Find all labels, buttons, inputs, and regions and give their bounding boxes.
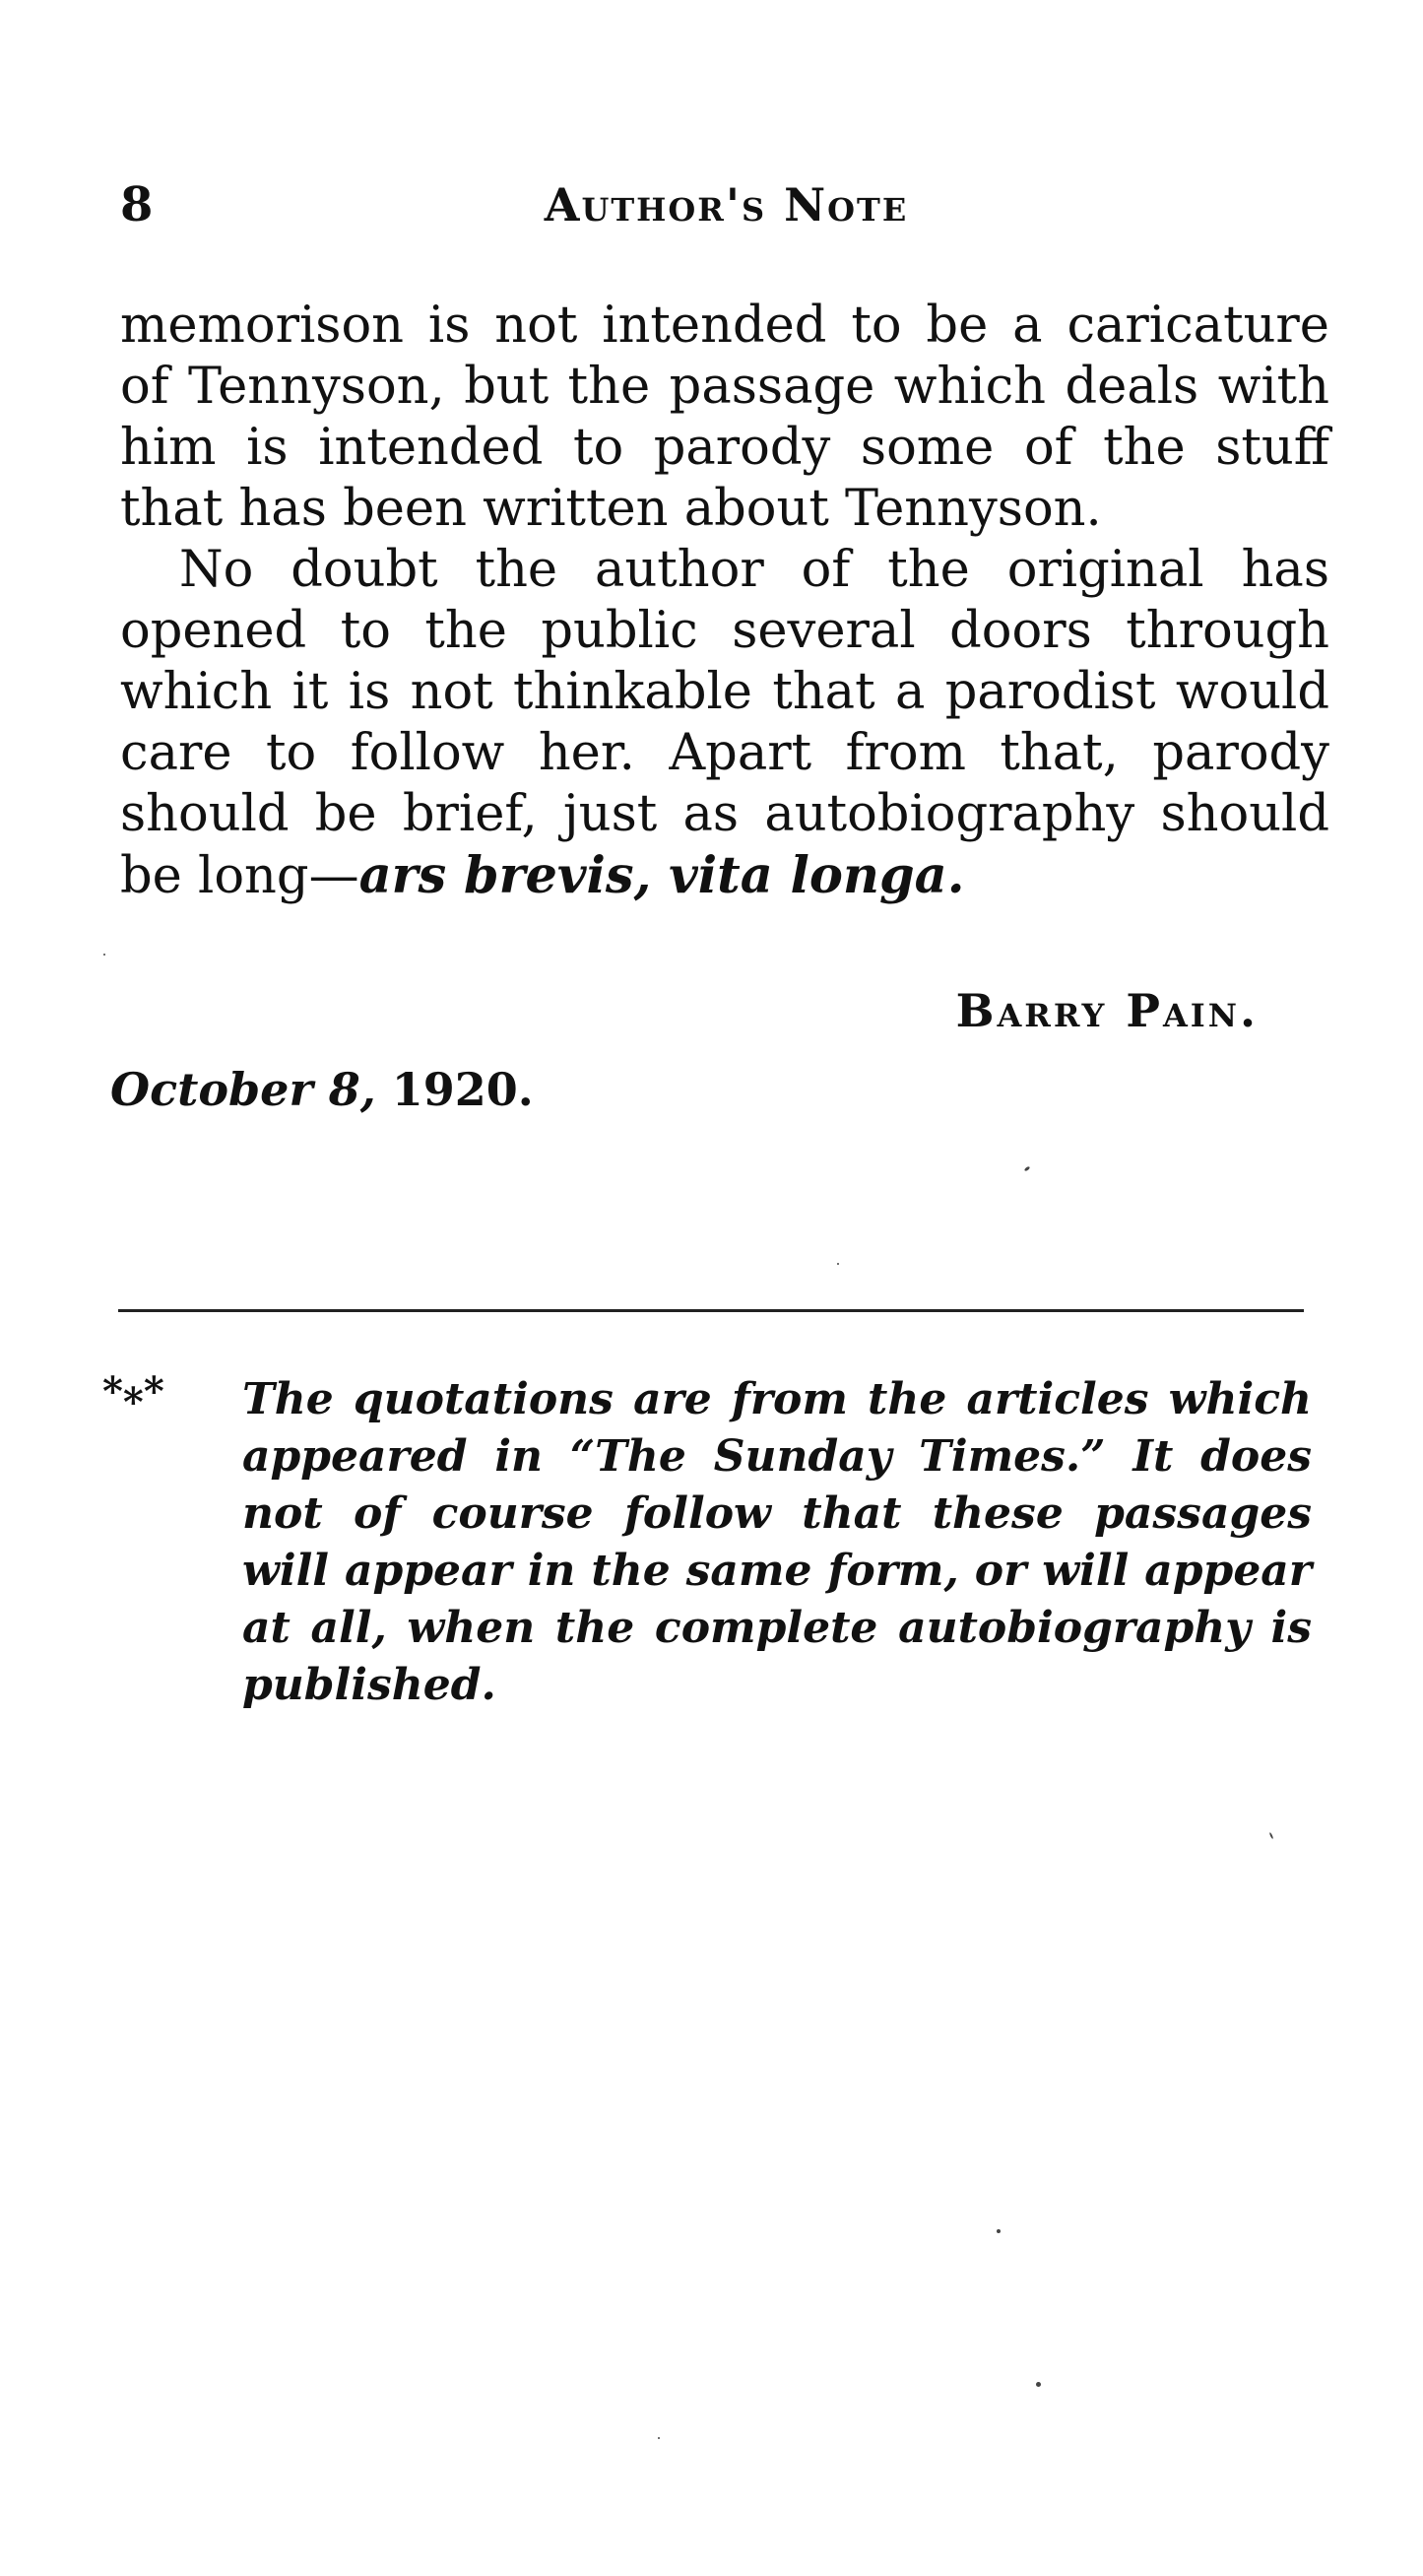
scan-speck — [1269, 1832, 1274, 1839]
footnote-text: The quotations are from the articles which appeared in “The Sunday Times.” It does not of course follow that these passages will appear in the same form, or will appear at all, when the complete autobiography is published. — [242, 1374, 1312, 1710]
asterism-icon: *⁎* — [102, 1368, 164, 1415]
scan-speck — [103, 954, 105, 956]
scan-speck — [997, 2229, 1001, 2233]
running-title: Author's Note — [544, 178, 909, 231]
page-number: 8 — [120, 177, 154, 232]
scan-speck — [1024, 1166, 1031, 1172]
main-text — [120, 296, 1329, 907]
footnote-divider — [118, 1309, 1304, 1312]
author-signature: Barry Pain. — [955, 984, 1259, 1037]
date-year: 1920. — [391, 1063, 534, 1116]
date-month-day: October 8, — [110, 1063, 376, 1116]
em-dash: — — [308, 847, 359, 905]
scan-speck — [837, 1263, 839, 1265]
date-line — [110, 1060, 534, 1119]
latin-phrase: ars brevis, vita longa. — [358, 846, 965, 905]
paragraph-2-text: No doubt the author of the original has opened to the public several doors through which it is not thinkable that a parodist would care to follow her. Apart from that, parody should be brief, just as autobiography should be long — [120, 541, 1329, 905]
scan-speck — [1036, 2382, 1041, 2387]
paragraph-1: memorison is not intended to be a caricature of Tennyson, but the passage which deals with him is intended to parody some of the stuff that has been written about Tennyson. — [120, 297, 1329, 538]
paragraph-2 — [120, 540, 1329, 907]
scan-speck — [658, 2437, 660, 2439]
